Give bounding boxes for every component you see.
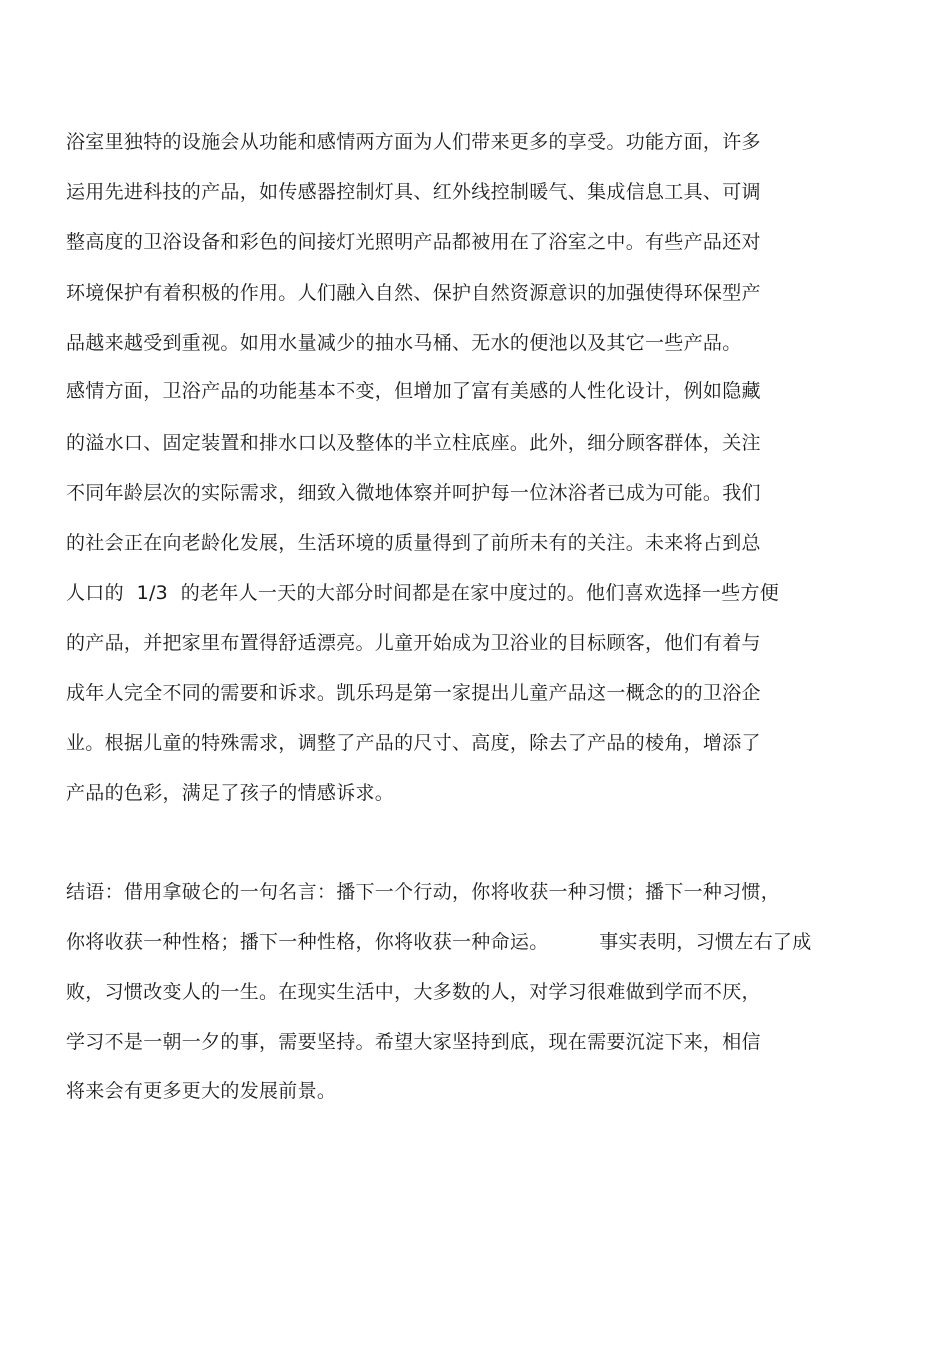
- paragraph-1-line-3: 整高度的卫浴设备和彩色的间接灯光照明产品都被用在了浴室之中。有些产品还对: [66, 231, 761, 253]
- paragraph-2-line-4: 的社会正在向老龄化发展，生活环境的质量得到了前所未有的关注。未来将占到总: [66, 532, 761, 554]
- paragraph-2-line-8: 业。根据儿童的特殊需求，调整了产品的尺寸、高度，除去了产品的棱角，增添了: [66, 732, 761, 754]
- paragraph-2-line-6: 的产品，并把家里布置得舒适漂亮。儿童开始成为卫浴业的目标顾客，他们有着与: [66, 632, 761, 654]
- paragraph-2-line-3: 不同年龄层次的实际需求，细致入微地体察并呵护每一位沐浴者已成为可能。我们: [66, 482, 761, 504]
- conclusion-line-3: 败，习惯改变人的一生。在现实生活中，大多数的人，对学习很难做到学而不厌，: [66, 981, 761, 1003]
- paragraph-1-line-4: 环境保护有着积极的作用。人们融入自然、保护自然资源意识的加强使得环保型产: [66, 282, 761, 304]
- paragraph-1-line-2: 运用先进科技的产品，如传感器控制灯具、红外线控制暖气、集成信息工具、可调: [66, 181, 761, 203]
- conclusion-line-2: 你将收获一种性格；播下一种性格，你将收获一种命运。 事实表明，习惯左右了成: [66, 931, 812, 953]
- conclusion-line-4: 学习不是一朝一夕的事，需要坚持。希望大家坚持到底，现在需要沉淀下来，相信: [66, 1031, 761, 1053]
- paragraph-2-line-7: 成年人完全不同的需要和诉求。凯乐玛是第一家提出儿童产品这一概念的的卫浴企: [66, 682, 761, 704]
- paragraph-2-line-9: 产品的色彩，满足了孩子的情感诉求。: [66, 782, 395, 804]
- conclusion-line-1: 结语：借用拿破仑的一句名言：播下一个行动，你将收获一种习惯；播下一种习惯，: [66, 881, 781, 903]
- paragraph-1-line-5: 品越来越受到重视。如用水量减少的抽水马桶、无水的便池以及其它一些产品。: [66, 332, 742, 354]
- paragraph-1-line-1: 浴室里独特的设施会从功能和感情两方面为人们带来更多的享受。功能方面，许多: [66, 131, 761, 153]
- conclusion-line-5: 将来会有更多更大的发展前景。: [66, 1080, 337, 1102]
- paragraph-2-line-1: 感情方面，卫浴产品的功能基本不变，但增加了富有美感的人性化设计，例如隐藏: [66, 380, 761, 402]
- paragraph-2-line-2: 的溢水口、固定装置和排水口以及整体的半立柱底座。此外，细分顾客群体，关注: [66, 432, 761, 454]
- paragraph-2-line-5: 人口的 1/3 的老年人一天的大部分时间都是在家中度过的。他们喜欢选择一些方便: [66, 582, 780, 604]
